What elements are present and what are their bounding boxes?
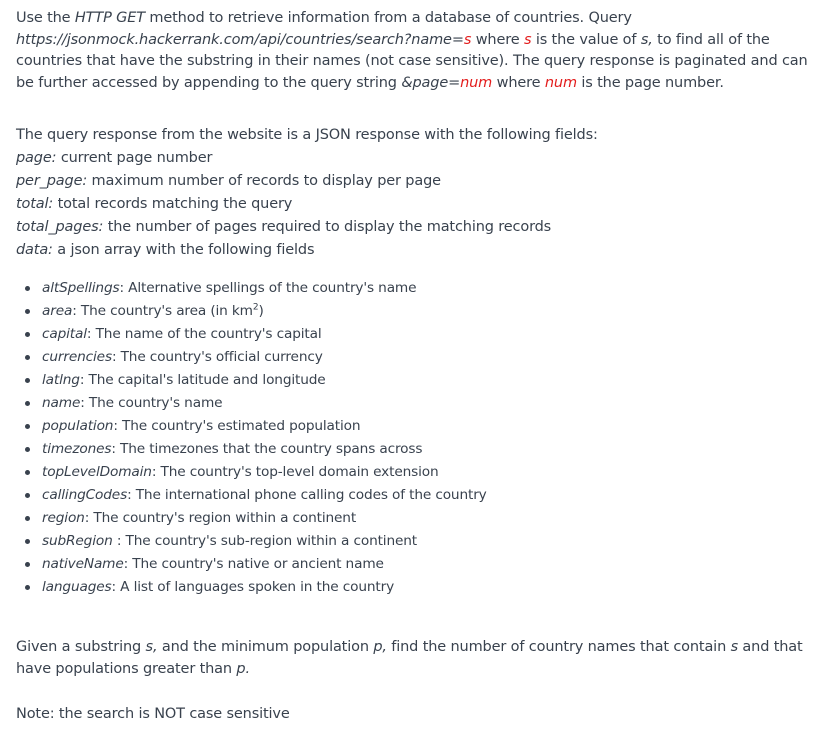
- field-total-pages: total_pages: the number of pages required to display the matching records: [16, 219, 552, 235]
- note-text: Note: the search is NOT case sensitive: [16, 706, 290, 722]
- list-item-currencies: currencies: The country's official currency: [25, 346, 808, 369]
- intro-text-2: method to retrieve information from a database of countries. Query: [144, 10, 632, 26]
- list-item-native-name: nativeName: The country's native or ancient name: [25, 553, 808, 576]
- bullet-icon: [25, 332, 30, 337]
- bullet-icon: [25, 309, 30, 314]
- intro-text-1: Use the: [16, 10, 75, 26]
- bullet-icon: [25, 401, 30, 406]
- s-variable-2: s,: [640, 31, 653, 48]
- bullet-icon: [25, 424, 30, 429]
- list-item-capital: capital: The name of the country's capital: [25, 323, 808, 346]
- list-item-calling-codes: callingCodes: The international phone calling codes of the country: [25, 484, 808, 507]
- http-get-term: HTTP GET: [74, 10, 145, 26]
- list-item-timezones: timezones: The timezones that the country spans across: [25, 438, 808, 461]
- bullet-icon: [25, 516, 30, 521]
- bullet-icon: [25, 562, 30, 567]
- bullet-icon: [25, 585, 30, 590]
- api-url: https://jsonmock.hackerrank.com/api/countries/search?name=: [16, 31, 464, 48]
- response-heading: The query response from the website is a JSON response with the following fields:: [16, 127, 598, 143]
- num-param: num: [460, 74, 493, 91]
- num-variable: num: [544, 74, 577, 91]
- list-item-languages: languages: A list of languages spoken in the country: [25, 576, 808, 599]
- field-total: total: total records matching the query: [16, 196, 293, 212]
- list-item-altspellings: altSpellings: Alternative spellings of the country's name: [25, 277, 808, 300]
- response-fields: [16, 124, 808, 262]
- bullet-icon: [25, 355, 30, 360]
- url-s-param: s: [463, 31, 472, 48]
- intro-text-4: is the value of: [531, 31, 641, 48]
- page-param: &page=: [401, 74, 461, 91]
- list-item-subregion: subRegion : The country's sub-region within a continent: [25, 530, 808, 553]
- bullet-icon: [25, 539, 30, 544]
- intro-text-3: where: [471, 31, 524, 48]
- list-item-population: population: The country's estimated population: [25, 415, 808, 438]
- field-data: data: a json array with the following fields: [16, 242, 315, 258]
- list-item-latlng: latlng: The capital's latitude and longitude: [25, 369, 808, 392]
- intro-paragraph: [16, 8, 808, 94]
- bullet-icon: [25, 378, 30, 383]
- list-item-region: region: The country's region within a continent: [25, 507, 808, 530]
- bullet-icon: [25, 447, 30, 452]
- s-variable: s: [523, 31, 532, 48]
- list-item-toplevel-domain: topLevelDomain: The country's top-level domain extension: [25, 461, 808, 484]
- intro-text-7: is the page number.: [576, 74, 724, 91]
- field-per-page: per_page: maximum number of records to display per page: [16, 173, 441, 189]
- list-item-name: name: The country's name: [25, 392, 808, 415]
- data-fields-list: [16, 277, 808, 599]
- bullet-icon: [25, 470, 30, 475]
- bullet-icon: [25, 493, 30, 498]
- intro-text-5: to find all of the countries that have the substring in their names (not case sensitive). The query response is paginated and can be further accessed by appending to the query string: [16, 31, 808, 91]
- intro-text-6: where: [492, 74, 545, 91]
- bullet-icon: [25, 286, 30, 291]
- list-item-area: area: The country's area (in $km^2$): [25, 300, 808, 323]
- given-paragraph: Given a substring s, and the minimum population p, find the number of country names that contain s and that have populations greater than p.: [16, 639, 803, 677]
- field-page: page: current page number: [16, 150, 213, 166]
